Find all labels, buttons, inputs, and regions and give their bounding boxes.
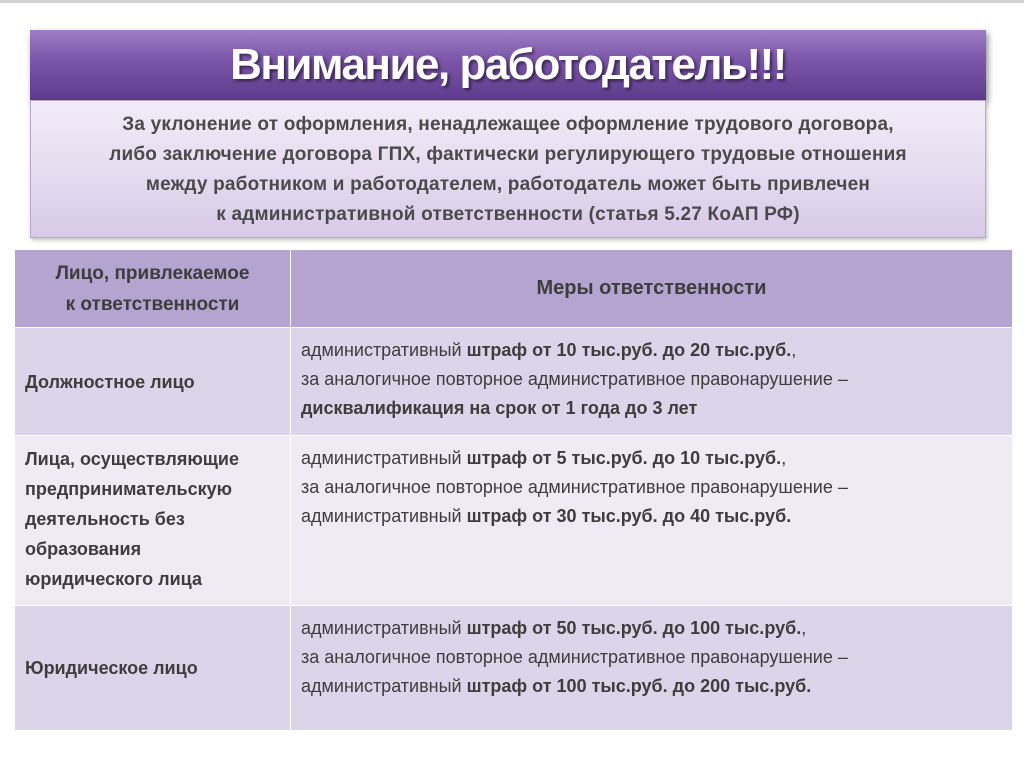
measure-fine: штраф от 10 тыс.руб. до 20 тыс.руб. [466, 340, 792, 360]
measure-text: за аналогичное повторное административное правонарушение – [301, 477, 848, 497]
notice-line: между работником и работодателем, работодатель может быть привлечен [145, 174, 871, 195]
measure-text: , [781, 448, 787, 468]
measure-fine: дисквалификация на срок от 1 года до 3 лет [301, 398, 698, 418]
top-rule [0, 0, 1024, 3]
measure-text: административный [301, 506, 467, 526]
measure-text: административный [301, 618, 467, 638]
row-measures [291, 328, 1013, 436]
row-label-line: Лица, осуществляющие [25, 449, 239, 469]
notice-box [30, 100, 986, 238]
table-header-row [15, 250, 1013, 328]
measure-fine: штраф от 30 тыс.руб. до 40 тыс.руб. [466, 506, 792, 526]
row-measures [291, 436, 1013, 606]
table-row [15, 436, 1013, 606]
header-person [15, 250, 291, 328]
header-person-line: к ответственности [65, 293, 240, 315]
header-person-line: Лицо, привлекаемое [55, 262, 250, 284]
measure-text: административный [301, 448, 467, 468]
measure-text: за аналогичное повторное административное правонарушение – [301, 369, 848, 389]
header-measures: Меры ответственности [291, 250, 1013, 328]
notice-line: к административной ответственности (статья 5.27 КоАП РФ) [216, 204, 800, 225]
row-label-line: Должностное лицо [25, 371, 195, 392]
title-banner [30, 30, 986, 100]
row-label-line: образования [25, 539, 142, 559]
measure-text: административный [301, 676, 467, 696]
measure-fine: штраф от 50 тыс.руб. до 100 тыс.руб. [466, 618, 802, 638]
notice-line: либо заключение договора ГПХ, фактически регулирующего трудовые отношения [109, 144, 907, 165]
row-measures [291, 606, 1013, 731]
row-label-line: Юридическое лицо [25, 658, 198, 678]
measure-text: административный [301, 340, 467, 360]
table-row [15, 328, 1013, 436]
row-label-line: предпринимательскую [25, 479, 232, 499]
responsibility-table [14, 249, 1013, 731]
row-label [15, 436, 291, 606]
measure-text: , [801, 618, 807, 638]
row-label-line: юридического лица [25, 569, 202, 589]
page-title: Внимание, работодатель!!! [230, 40, 786, 89]
table-row [15, 606, 1013, 731]
row-label [15, 328, 291, 436]
notice-line: За уклонение от оформления, ненадлежащее оформление трудового договора, [122, 114, 894, 135]
measure-text: за аналогичное повторное административное правонарушение – [301, 647, 848, 667]
row-label [15, 606, 291, 731]
row-label-line: деятельность без [25, 509, 185, 529]
measure-text: , [791, 340, 797, 360]
measure-fine: штраф от 5 тыс.руб. до 10 тыс.руб. [466, 448, 782, 468]
measure-fine: штраф от 100 тыс.руб. до 200 тыс.руб. [466, 676, 812, 696]
